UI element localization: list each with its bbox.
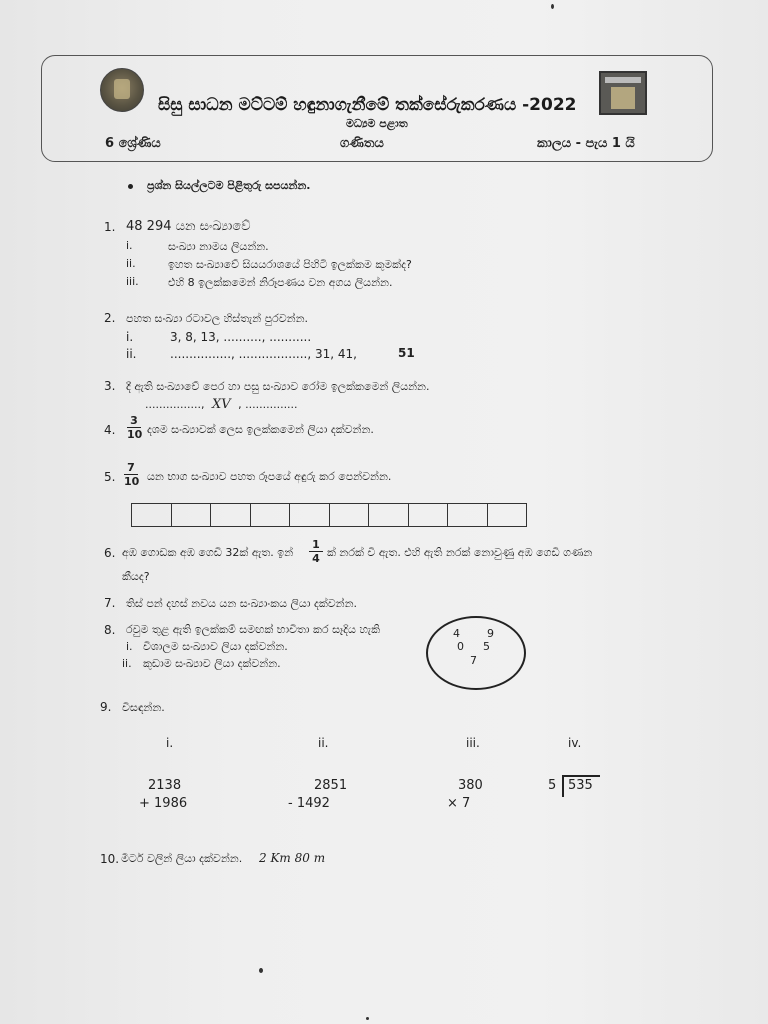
q9-text: විසඳන්න. [122,701,165,714]
q3-text: දී ඇති සංඛ්‍යාවේ පෙර හා පසු සංඛ්‍යාව රෝම ඉලක්කමෙන් ලියන්න. [126,380,430,393]
q4-fraction-denominator: 10 [127,428,143,441]
strip-cell[interactable] [488,504,527,526]
q1-text: 48 294 යන සංඛ්‍යාවේ [126,219,251,234]
strip-cell[interactable] [172,504,212,526]
q1-part-text: එහි 8 ඉලක්කමෙන් නිරූපණය වන අගය ලියන්න. [168,276,393,289]
q3-blank-before: ................, [145,398,205,411]
q3-roman-numeral: XV [211,397,231,412]
q8-part-label: i. [126,640,133,653]
circle-digit: 5 [483,640,490,653]
national-emblem-icon [100,68,144,112]
q4-fraction-numerator: 3 [127,414,141,428]
q1-number: 1. [104,220,116,234]
q4-number: 4. [104,423,116,437]
strip-cell[interactable] [448,504,488,526]
q7-text: තිස් පන් දහස් නවය යන සංඛ්‍යාංකය ලියා දක්වන්න. [126,597,358,610]
q2-text: පහත සංඛ්‍යා රටාවල හිස්තැන් පුරවන්න. [126,312,309,325]
q1-part-label: iii. [126,275,139,288]
q5-fraction-numerator: 7 [124,461,138,475]
time-label: කාලය - පැය 1 යි [537,136,635,151]
q2-part-label: i. [126,330,134,344]
q1-part-text: සංඛ්‍යා නාමය ලියන්න. [168,240,269,253]
q9-subtraction-bottom: - 1492 [288,796,330,811]
q9-label: iii. [466,736,480,750]
q6-number: 6. [104,546,116,560]
q7-number: 7. [104,596,116,610]
strip-cell[interactable] [290,504,330,526]
circle-digit: 9 [487,627,494,640]
q8-part-text: විශාලම සංඛ්‍යාව ලියා දක්වන්න. [143,640,288,653]
q2-last-term: 51 [398,346,415,360]
q10-value: 2 Km 80 m [259,851,326,865]
q9-number: 9. [100,700,112,714]
q6-fraction [309,538,323,565]
q5-number: 5. [104,470,116,484]
grade-label: 6 ශ්‍රේණිය [105,136,161,151]
division-bracket [562,775,564,797]
strip-cell[interactable] [369,504,409,526]
q6-text-part3: කීයද? [122,570,150,583]
q2-part-label: ii. [126,347,137,361]
q6-text-part2: ක් නරක් වී ඇත. එහි ඇති නරක් නොවුණු අඹ ගෙඩි ගණන [327,546,593,559]
bullet-icon [128,184,133,189]
province-name: මධ්‍යම පළාත [346,117,408,130]
q6-text-part1: අඹ ගොඩක අඹ ගෙඩි 32ක් ඇත. ඉන් [122,546,294,559]
circle-digit: 4 [453,627,460,640]
q8-part-label: ii. [122,657,132,670]
q9-subtraction-top: 2851 [314,778,348,793]
q6-fraction-denominator: 4 [312,552,320,565]
strip-cell[interactable] [132,504,172,526]
q1-part-label: i. [126,239,133,252]
q9-label: i. [166,736,174,750]
q8-text: රවුම තුළ ඇති ඉලක්කම් සමඟක් භාවිතා කර සෑදිය හැකි [126,623,381,636]
q4-text: දශම සංඛ්‍යාවක් ලෙස ඉලක්කමෙන් ලියා දක්වන්න. [147,423,374,436]
q5-fraction [124,461,138,488]
q2-part-text: 3, 8, 13, .........., ........... [170,330,312,344]
q9-dividend: 535 [568,778,593,793]
q2-number: 2. [104,311,116,325]
q9-multiplication-bottom: × 7 [447,796,471,811]
q9-addition-top: 2138 [148,778,182,793]
q10-text: මීටර් වලින් ලියා දක්වන්න. [121,852,243,865]
q1-part-label: ii. [126,257,136,270]
scan-speck [259,968,263,973]
strip-cell[interactable] [211,504,251,526]
q3-blank-after: , ............... [238,398,298,411]
q4-fraction [127,414,141,441]
q3-answer-line [145,397,298,412]
q9-multiplication-top: 380 [458,778,483,793]
q3-number: 3. [104,379,116,393]
digit-circle [426,616,526,690]
division-bar [562,775,600,777]
subject-label: ගණිතය [340,136,384,151]
q9-label: ii. [318,736,329,750]
q2-part-text: ................, .................., 31, 41, [170,347,357,361]
q9-label: iv. [568,736,582,750]
q9-divisor: 5 [548,778,557,793]
q6-fraction-numerator: 1 [309,538,323,552]
q5-fraction-denominator: 10 [124,475,140,488]
fraction-strip[interactable] [131,503,527,527]
q9-addition-bottom: + 1986 [139,796,188,811]
exam-title: සිසු සාධන මට්ටම් හඳුනාගැනීමේ තක්සේරුකරණය -2022 [158,95,577,115]
q10-number: 10. [100,852,120,866]
scan-speck [366,1017,369,1020]
department-stamp-icon [599,71,647,115]
strip-cell[interactable] [251,504,291,526]
strip-cell[interactable] [409,504,449,526]
q5-text: යන භාග සංඛ්‍යාව පහත රූපයේ අඳුරු කර පෙන්වන්න. [147,470,392,483]
q8-part-text: කුඩාම සංඛ්‍යාව ලියා දක්වන්න. [143,657,281,670]
circle-digit: 0 [457,640,464,653]
instruction-text: ප්‍රශ්න සියල්ලටම පිළිතුරු සපයන්න. [147,179,311,192]
strip-cell[interactable] [330,504,370,526]
circle-digit: 7 [470,654,477,667]
q8-number: 8. [104,623,116,637]
q1-part-text: ඉහත සංඛ්‍යාවේ සියයරාශයේ පිහිටි ඉලක්කම කුමක්ද? [168,258,412,271]
scan-speck [551,4,554,9]
instruction-line [128,179,310,193]
